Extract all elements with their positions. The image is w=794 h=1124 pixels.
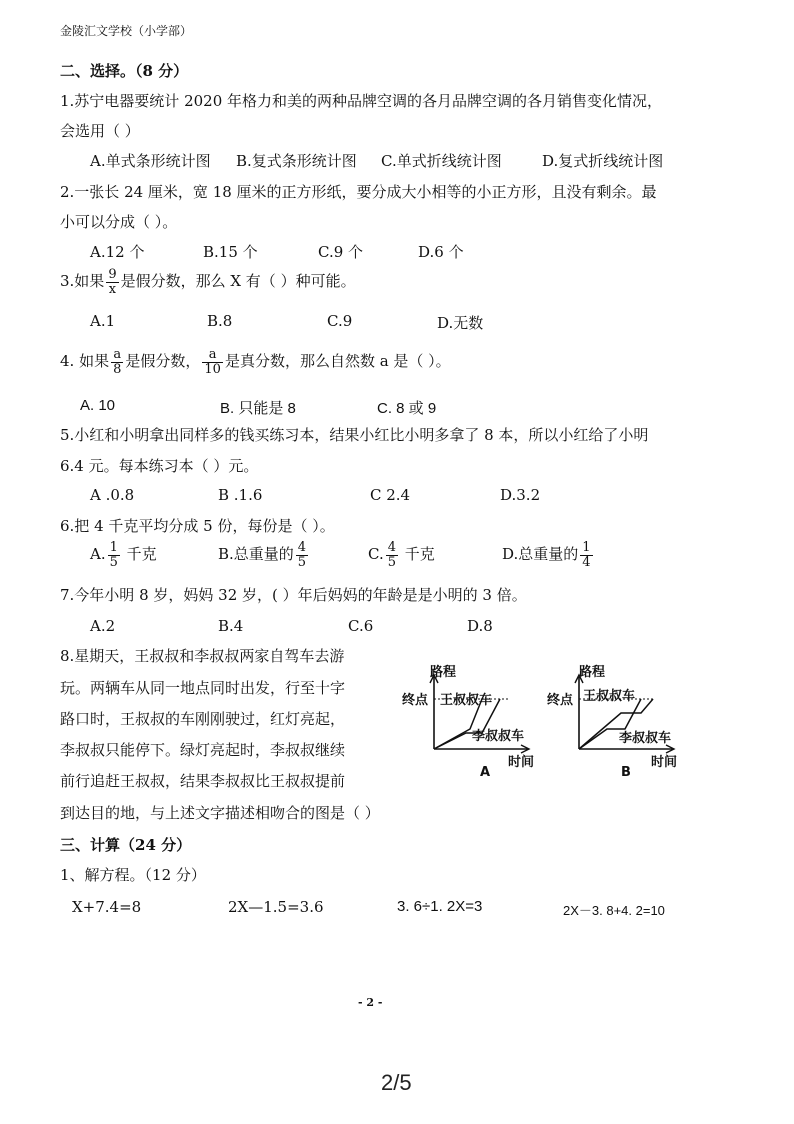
q7-line1: 7.今年小明 8 岁，妈妈 32 岁，( ）年后妈妈的年龄是是小明的 3 倍。 [60, 586, 527, 604]
q5-option-b: B .1.6 [218, 486, 263, 504]
q1-option-b: B.复式条形统计图 [236, 152, 357, 170]
q8-line3: 路口时，王叔叔的车刚刚驶过，红灯亮起， [60, 710, 346, 728]
section-title-choice: 二、选择。（8 分） [60, 62, 189, 80]
equation-3: 3. 6÷1. 2X=3 [397, 898, 483, 915]
q1-option-c: C.单式折线统计图 [381, 152, 502, 170]
q5-line1: 5.小红和小明拿出同样多的钱买练习本，结果小红比小明多拿了 8 本，所以小红给了小明 [60, 426, 649, 444]
q4-line [60, 348, 451, 376]
q3-line [60, 268, 356, 296]
q3-option-b: B.8 [207, 312, 233, 330]
q2-option-a: A.12 个 [90, 243, 145, 261]
q2-option-c: C.9 个 [318, 243, 364, 261]
q3-fraction: $\frac{9}{x}$ [108, 267, 117, 297]
graph-b-end-label: 终点 [547, 693, 574, 708]
q3-suffix: 是假分数，那么 X 有（ ）种可能。 [120, 272, 356, 291]
q8-line2: 玩。两辆车从同一地点同时出发，行至十字 [60, 679, 346, 697]
q3-option-d: D.无数 [437, 314, 484, 332]
q2-option-d: D.6 个 [418, 243, 464, 261]
q6-option-b: B.总重量的 $\frac{4}{5}$ [218, 540, 307, 570]
q1-line1: 1.苏宁电器要统计 2020 年格力和美的两种品牌空调的各月品牌空调的各月销售变化情况， [60, 92, 663, 110]
q6-option-d: D.总重量的 $\frac{1}{4}$ [502, 540, 591, 570]
q5-option-d: D.3.2 [500, 486, 541, 504]
subsection-solve-equations: 1、解方程。（12 分） [60, 866, 206, 884]
graph-a-end-label: 终点 [402, 693, 429, 708]
q5-option-c: C 2.4 [370, 486, 411, 504]
q1-option-d: D.复式折线统计图 [542, 152, 664, 170]
q2-line1: 2.一张长 24 厘米，宽 18 厘米的正方形纸，要分成大小相等的小正方形，且没有剩余。最 [60, 183, 657, 201]
equation-1: X+7.4=8 [72, 898, 142, 916]
q8-line5: 前行追赶王叔叔，结果李叔叔比王叔叔提前 [60, 772, 346, 790]
q4-option-a: A. 10 [80, 397, 116, 414]
q7-option-a: A.2 [90, 617, 116, 635]
graph-a-caption: A [480, 765, 491, 780]
q1-option-a: A.单式条形统计图 [90, 152, 211, 170]
q8-line1: 8.星期天，王叔叔和李叔叔两家自驾车去游 [60, 647, 345, 665]
q3-prefix: 3.如果 [60, 272, 105, 291]
q8-line4: 李叔叔只能停下。绿灯亮起时，李叔叔继续 [60, 741, 346, 759]
q6-option-c: C. $\frac{4}{5}$ 千克 [368, 540, 435, 570]
page-counter: 2/5 [381, 1070, 412, 1095]
q5-option-a: A .0.8 [90, 486, 135, 504]
q4-fraction-1: $\frac{a}{8}$ [113, 347, 122, 377]
q7-option-d: D.8 [467, 617, 493, 635]
graph-a-wang-label: 王叔叔车 [440, 693, 493, 708]
q6-line1: 6.把 4 千克平均分成 5 份，每份是（ ）。 [60, 517, 335, 535]
graph-b-y-label: 路程 [579, 665, 606, 680]
q7-option-c: C.6 [348, 617, 374, 635]
graph-a [400, 665, 540, 785]
q4-middle: 是假分数， [125, 352, 201, 371]
graph-b-li-label: 李叔叔车 [619, 731, 672, 746]
q4-prefix: 4. 如果 [60, 352, 110, 371]
graph-a-li-label: 李叔叔车 [472, 729, 525, 744]
graph-a-y-label: 路程 [430, 665, 457, 680]
graph-b-caption: B [621, 765, 631, 780]
q2-line2: 小可以分成（ ）。 [60, 213, 178, 231]
q7-option-b: B.4 [218, 617, 244, 635]
q1-line2: 会选用（ ） [60, 122, 140, 140]
q4-option-c: C. 8 或 9 [377, 400, 437, 417]
page-mark: - 2 - [358, 996, 383, 1009]
graph-b-wang-label: 王叔叔车 [583, 689, 636, 704]
q5-line2: 6.4 元。每本练习本（ ）元。 [60, 457, 259, 475]
q3-option-c: C.9 [327, 312, 353, 330]
q3-option-a: A.1 [90, 312, 116, 330]
q8-line6: 到达目的地，与上述文字描述相吻合的图是（ ） [60, 804, 380, 822]
graph-b-x-label: 时间 [651, 755, 678, 770]
equation-2: 2X—1.5=3.6 [228, 898, 324, 916]
graph-b [545, 665, 685, 785]
graph-a-x-label: 时间 [508, 755, 535, 770]
q6-option-a: A. $\frac{1}{5}$ 千克 [90, 540, 157, 570]
school-header: 金陵汇文学校（小学部） [60, 24, 193, 38]
q4-suffix: 是真分数，那么自然数 a 是（ ）。 [224, 352, 451, 371]
equation-4: 2X－3. 8+4. 2=10 [563, 903, 665, 918]
q2-option-b: B.15 个 [203, 243, 258, 261]
q4-fraction-2: $\frac{a}{10}$ [204, 347, 221, 377]
section-title-calc: 三、计算（24 分） [60, 836, 192, 854]
q4-option-b: B. 只能是 8 [220, 400, 296, 417]
